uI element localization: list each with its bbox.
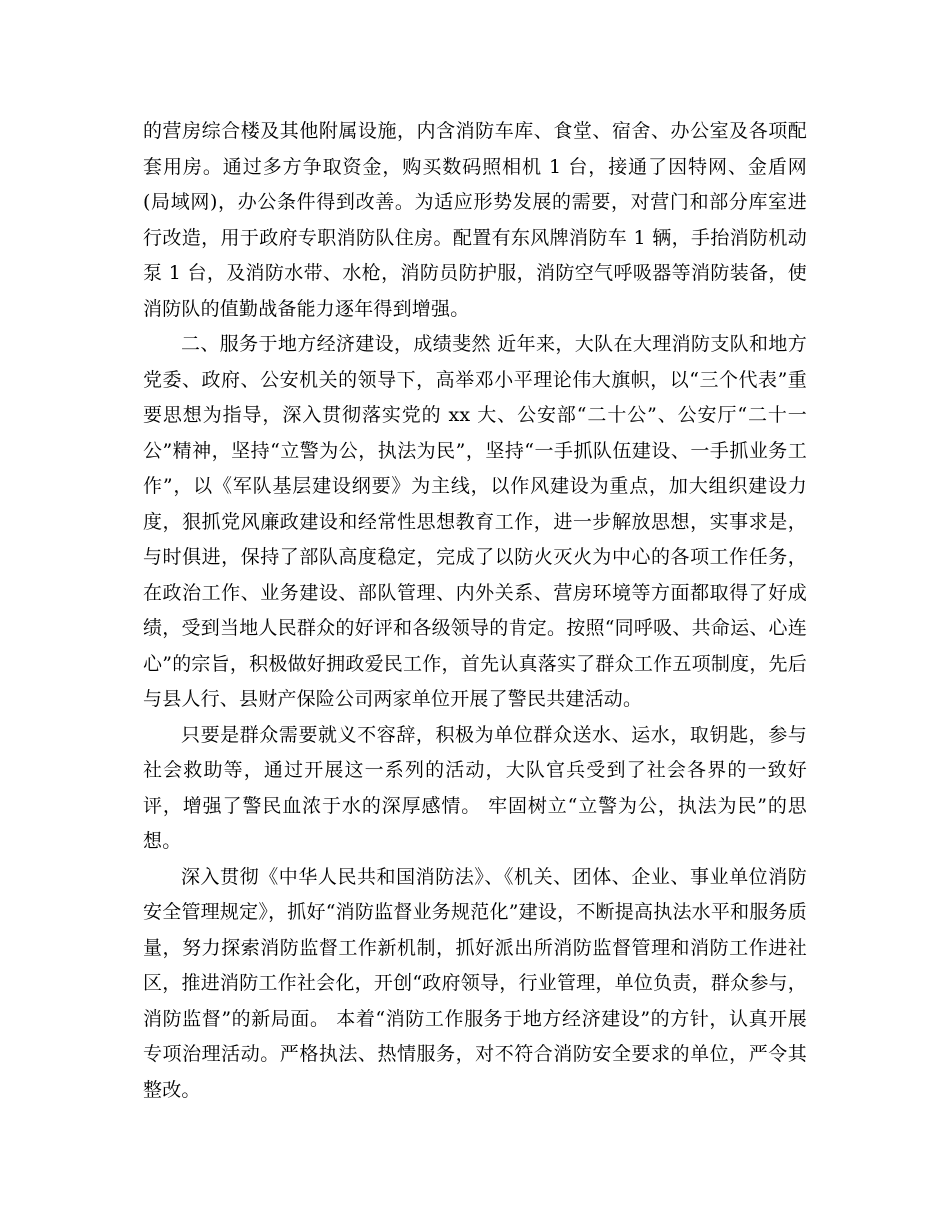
paragraph-community-service: 只要是群众需要就义不容辞，积极为单位群众送水、运水，取钥匙，参与社会救助等，通过开展这一系列的活动，大队官兵受到了社会各界的一致好评，增强了警民血浓于水的深厚感情。 牢固树立“立警为公，执法为民”的思想。 (143, 723, 807, 852)
paragraph-fire-law-enforcement: 深入贯彻《中华人民共和国消防法》、《机关、团体、企业、事业单位消防安全管理规定》，抓好“消防监督业务规范化”建设，不断提高执法水平和服务质量，努力探索消防监督工作新机制，抓好派出所消防监督管理和消防工作进社区，推进消防工作社会化，开创“政府领导，行业管理，单位负责，群众参与，消防监督”的新局面。 本着“消防工作服务于地方经济建设”的方针，认真开展专项治理活动。严格执法、热情服务，对不符合消防安全要求的单位，严令其整改。 (143, 865, 807, 1101)
paragraph-barracks-facilities: 的营房综合楼及其他附属设施，内含消防车库、食堂、宿舍、办公室及各项配套用房。通过多方争取资金，购买数码照相机 1 台，接通了因特网、金盾网(局域网)，办公条件得到改善。为适应形势发展的需要，对营门和部分库室进行改造，用于政府专职消防队住房。配置有东风牌消防车 1 辆，手抬消防机动泵 1 台，及消防水带、水枪，消防员防护服，消防空气呼吸器等消防装备，使消防队的值勤战备能力逐年得到增强。 (143, 120, 807, 320)
document-page (143, 114, 807, 1108)
paragraph-serving-local-economy: 二、服务于地方经济建设，成绩斐然 近年来，大队在大理消防支队和地方党委、政府、公安机关的领导下，高举邓小平理论伟大旗帜，以“三个代表”重要思想为指导，深入贯彻落实党的 xx 大、公安部“二十公”、公安厅“二十一公”精神，坚持“立警为公，执法为民”，坚持“一手抓队伍建设、一手抓业务工作”，以《军队基层建设纲要》为主线，以作风建设为重点，加大组织建设力度，狠抓党风廉政建设和经常性思想教育工作，进一步解放思想，实事求是，与时俱进，保持了部队高度稳定，完成了以防火灭火为中心的各项工作任务，在政治工作、业务建设、部队管理、内外关系、营房环境等方面都取得了好成绩，受到当地人民群众的好评和各级领导的肯定。按照“同呼吸、共命运、心连心”的宗旨，积极做好拥政爱民工作，首先认真落实了群众工作五项制度，先后与县人行、县财产保险公司两家单位开展了警民共建活动。 (143, 333, 807, 710)
